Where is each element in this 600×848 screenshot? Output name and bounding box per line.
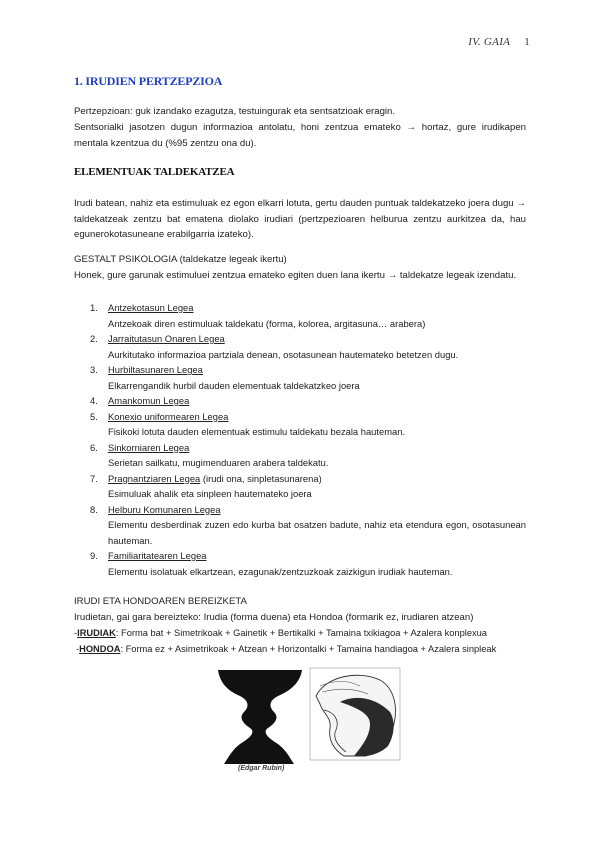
hondoa-label: HONDOA [79, 644, 121, 654]
rubin-vase-image [218, 670, 302, 764]
irudiak-text: : Forma bat + Simetrikoak + Gainetik + Bertikalki + Tamaina txikiagoa + Azalera konplexua [115, 628, 487, 638]
law-item [74, 548, 526, 579]
intro-line-1: Pertzepzioan: guk izandako ezagutza, testuingurak eta sentsatzioak eragin. [74, 106, 396, 117]
law-description: Aurkitutako informazioa partziala denean, osotasunean hautemateko betetzen dugu. [108, 348, 459, 360]
hondoa-line: -HONDOA: Forma ez + Asimetrikoak + Atzean + Horizontalki + Tamaina handiagoa + Azalera sinpleak [76, 644, 497, 654]
law-number: 8. [90, 503, 98, 515]
intro-line-2: Sentsorialki jasotzen dugun informazioa antolatu, honi zentzua emateko → hortaz, gure irudikapen mentala kzentzua du (%95 zentzu ona du). [74, 122, 526, 149]
law-description: Elementu isolatuak elkartzean, ezagunak/zentzuzkoak zaizkigun irudiak hauteman. [108, 565, 453, 577]
law-title: Helburu Komunaren Legea [108, 503, 221, 515]
law-title: Antzekotasun Legea [108, 302, 194, 313]
section-title: 1. IRUDIEN PERTZEPZIOA [74, 74, 223, 88]
law-description: Elementu desberdinak zuzen edo kurba bat osatzen badute, nahiz eta etendura egon, osotasunean hauteman. [108, 519, 526, 546]
law-title: Hurbiltasunaren Legea [108, 364, 203, 375]
law-item [74, 409, 526, 440]
law-description: Fisikoki lotuta dauden elementuak estimulu taldekatu bezala hauteman. [108, 426, 406, 437]
chapter-label: IV. GAIA [468, 36, 511, 48]
law-title: Amankomun Legea [108, 395, 190, 406]
law-item [74, 300, 526, 331]
law-title: Jarraitutasun Onaren Legea [108, 333, 225, 344]
law-number: 6. [90, 441, 98, 453]
law-description: Antzekoak diren estimuluak taldekatu (forma, kolorea, argitasuna… arabera) [108, 317, 426, 329]
law-title: Pragnantziaren Legea [108, 472, 201, 484]
law-title: Familiaritatearen Legea [108, 550, 207, 561]
law-item [74, 471, 526, 502]
law-number: 4. [90, 395, 98, 406]
page-header [468, 36, 530, 48]
gestalt-laws-list [74, 300, 526, 579]
law-title: Sinkorniaren Legea [108, 441, 190, 453]
face-vase-drawing-image [310, 668, 400, 760]
law-number: 7. [90, 472, 98, 484]
grouping-paragraph: Irudi batean, nahiz eta estimuluak ez egon elkarri lotuta, gertu dauden puntuak taldekatzeko joera dugu → taldekatzeak zentzu bat ematena diolako irudiari (pertzpezioaren helburua zentzu aurkitzea da, hau egunerokotasuneane erabilgarria izateko). [74, 198, 526, 240]
law-description: Esimuluak ahalik eta sinpleen hautemateko joera [108, 488, 312, 499]
law-number: 3. [90, 364, 98, 375]
hondoa-text: : Forma ez + Asimetrikoak + Atzean + Horizontalki + Tamaina handiagoa + Azalera sinpleak [120, 644, 497, 654]
law-item [74, 393, 526, 409]
law-item [74, 502, 526, 549]
law-description: Elkarrengandik hurbil dauden elementuak taldekatzkeo joera [108, 379, 360, 391]
irudiak-line: -IRUDIAK: Forma bat + Simetrikoak + Gainetik + Bertikalki + Tamaina txikiagoa + Azalera konplexua [74, 628, 487, 638]
law-description: Serietan sailkatu, mugimenduaren arabera taldekatu. [108, 457, 329, 468]
gestalt-intro: Honek, gure garunak estimuluei zentzua emateko egiten duen lana ikertu → taldekatze legeak izendatu. [74, 270, 517, 281]
irudiak-label: IRUDIAK [77, 628, 116, 638]
law-number: 2. [90, 333, 98, 344]
figure-ground-title: IRUDI ETA HONDOAREN BEREIZKETA [74, 596, 247, 607]
law-number: 1. [90, 302, 98, 313]
rubin-illustrations [144, 666, 406, 766]
law-extra: (irudi ona, sinpletasunarena) [200, 472, 322, 484]
figure-ground-intro: Irudietan, gai gara bereizteko: Irudia (forma duena) eta Hondoa (formarik ez, irudiaren atzean) [74, 612, 474, 623]
law-item [74, 362, 526, 393]
law-item [74, 331, 526, 362]
page-number: 1 [524, 36, 530, 48]
law-title: Konexio uniformearen Legea [108, 410, 229, 422]
law-item [74, 440, 526, 471]
law-number: 5. [90, 410, 98, 422]
subsection-title: ELEMENTUAK TALDEKATZEA [74, 166, 235, 178]
figure-caption: (Edgar Rubin) [238, 765, 285, 772]
gestalt-title: GESTALT PSIKOLOGIA (taldekatze legeak ikertu) [74, 254, 287, 265]
law-number: 9. [90, 550, 98, 561]
